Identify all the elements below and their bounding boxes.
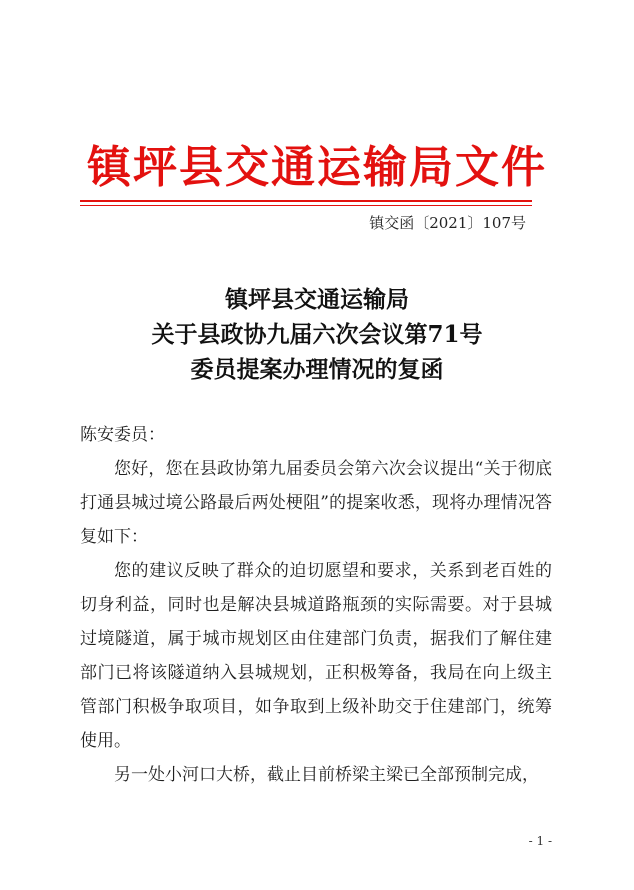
letter-body xyxy=(80,418,552,792)
paragraph-3: 另一处小河口大桥，截止目前桥梁主梁已全部预制完成， xyxy=(114,765,539,785)
document-title-line-1: 镇坪县交通运输局 xyxy=(225,286,409,313)
header-red-rule xyxy=(80,200,532,202)
document-number: 镇交函〔2021〕107号 xyxy=(369,214,526,232)
document-title-line-2: 关于县政协九届六次会议第71号 xyxy=(151,321,483,348)
paragraph-1: 您好，您在县政协第九届委员会第六次会议提出“关于彻底打通县城过境公路最后两处梗阻”的提案收悉，现将办理情况答复如下： xyxy=(80,459,552,547)
document-title-line-3: 委员提案办理情况的复函 xyxy=(190,356,444,383)
page-number: - 1 - xyxy=(528,834,552,848)
header-red-rule-thin xyxy=(80,205,532,206)
header-title: 镇坪县交通运输局文件 xyxy=(87,142,547,193)
salutation: 陈安委员： xyxy=(80,425,165,445)
paragraph-2: 您的建议反映了群众的迫切愿望和要求，关系到老百姓的切身利益，同时也是解决县城道路瓶颈的实际需要。对于县城过境隧道，属于城市规划区由住建部门负责，据我们了解住建部门已将该隧道纳入县城规划，正积极筹备，我局在向上级主管部门积极争取项目，如争取到上级补助交于住建部门，统筹使用。 xyxy=(80,561,552,751)
